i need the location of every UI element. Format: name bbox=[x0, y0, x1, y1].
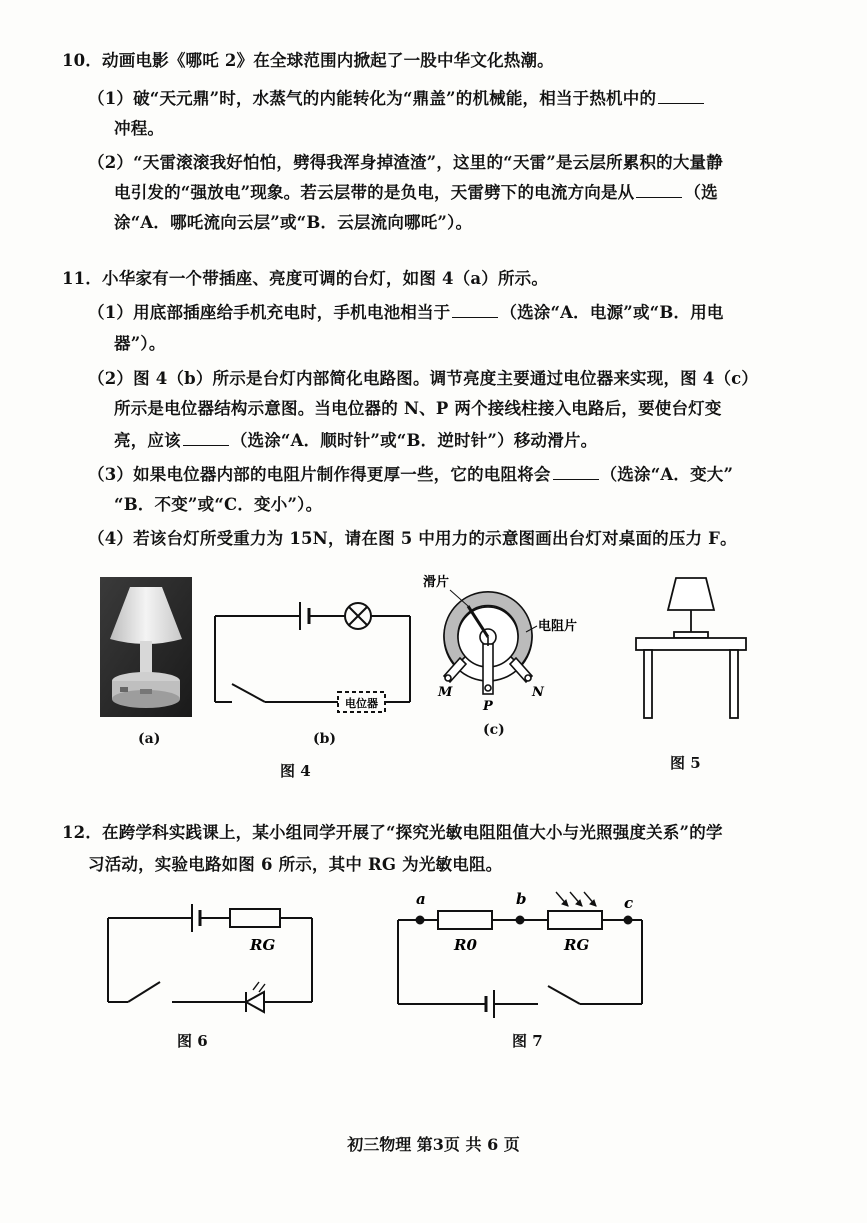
figure-4a-label: (a) bbox=[138, 731, 161, 747]
q10-part1-text: （1）破“天元鼎”时，水蒸气的内能转化为“鼎盖”的机械能，相当于热机中的 bbox=[88, 89, 657, 108]
figure-6-caption: 图 6 bbox=[177, 1032, 208, 1050]
q12-stem-line1: 12．在跨学科实践课上，某小组同学开展了“探究光敏电阻阻值大小与光照强度关系”的学 bbox=[62, 823, 723, 842]
q11-part4-line1: （4）若该台灯所受重力为 15N，请在图 5 中用力的示意图画出台灯对桌面的压力 F。 bbox=[88, 529, 737, 548]
fig7-R0-label: R0 bbox=[454, 936, 477, 954]
terminal-M-label: M bbox=[438, 685, 453, 700]
q11-part1-line2: 器”）。 bbox=[114, 334, 166, 353]
resistor-sheet-label: 电阻片 bbox=[538, 619, 578, 634]
q11-part3-text2: （选涂“A．变大” bbox=[600, 465, 734, 484]
q10-part2-line1: （2）“天雷滚滚我好怕怕，劈得我浑身掉渣渣”，这里的“天雷”是云层所累积的大量静 bbox=[88, 153, 723, 172]
q11-part2-line3 bbox=[114, 430, 597, 452]
q10-part1-line2: 冲程。 bbox=[114, 119, 165, 138]
q10-part2-line3: 涂“A．哪吒流向云层”或“B．云层流向哪吒”）。 bbox=[114, 213, 473, 232]
figure-4c-label: (c) bbox=[483, 722, 505, 738]
figure-4a-lamp-photo bbox=[100, 577, 192, 717]
q11-stem: 11．小华家有一个带插座、亮度可调的台灯，如图 4（a）所示。 bbox=[62, 269, 549, 288]
figure-7-circuit bbox=[390, 888, 652, 1018]
q11-part2-text2: （选涂“A．顺时针”或“B．逆时针”）移动滑片。 bbox=[230, 431, 598, 450]
fig7-RG-label: RG bbox=[564, 936, 590, 954]
q10-part1-blank bbox=[658, 89, 704, 104]
fig7-point-b: b bbox=[516, 890, 527, 908]
q11-part3-line2: “B．不变”或“C．变小”）。 bbox=[114, 495, 323, 514]
q11-part2-blank bbox=[183, 431, 229, 446]
q10-part1-line1 bbox=[88, 88, 706, 110]
q11-part1-text2: （选涂“A．电源”或“B．用电 bbox=[500, 303, 724, 322]
q11-part3-text: （3）如果电位器内部的电阻片制作得更厚一些，它的电阻将会 bbox=[88, 465, 551, 484]
q11-part2-text: 亮，应该 bbox=[114, 431, 181, 450]
terminal-P-label: P bbox=[483, 699, 493, 714]
fig7-point-c: c bbox=[624, 894, 634, 912]
figure-5-caption: 图 5 bbox=[670, 754, 701, 772]
q11-part3-blank bbox=[553, 465, 599, 480]
q11-part2-line2: 所示是电位器结构示意图。当电位器的 N、P 两个接线柱接入电路后，要使台灯变 bbox=[114, 399, 722, 418]
q11-part1-text: （1）用底部插座给手机充电时，手机电池相当于 bbox=[88, 303, 451, 322]
fig6-RG-label: RG bbox=[250, 936, 276, 954]
figure-4c-potentiometer bbox=[420, 572, 595, 722]
q10-part2-blank bbox=[636, 183, 682, 198]
q11-part2-line1: （2）图 4（b）所示是台灯内部简化电路图。调节亮度主要通过电位器来实现，图 4（c） bbox=[88, 369, 759, 388]
q10-part2-text: 电引发的“强放电”现象。若云层带的是负电，天雷劈下的电流方向是从 bbox=[114, 183, 635, 202]
slider-label: 滑片 bbox=[423, 575, 450, 590]
figure-7-caption: 图 7 bbox=[512, 1032, 543, 1050]
fig7-point-a: a bbox=[416, 890, 426, 908]
figure-4b-label: (b) bbox=[313, 731, 337, 747]
figure-4-caption: 图 4 bbox=[280, 762, 311, 780]
q10-part2-text2: （选 bbox=[684, 183, 718, 202]
page-footer: 初三物理 第3页 共 6 页 bbox=[347, 1135, 520, 1154]
q11-part3-line1 bbox=[88, 464, 733, 486]
q11-part1-blank bbox=[452, 303, 498, 318]
figure-6-circuit bbox=[100, 898, 320, 1016]
q10-stem: 10．动画电影《哪吒 2》在全球范围内掀起了一股中华文化热潮。 bbox=[62, 51, 554, 70]
terminal-N-label: N bbox=[532, 685, 544, 700]
q12-stem-line2: 习活动，实验电路如图 6 所示，其中 RG 为光敏电阻。 bbox=[88, 855, 503, 874]
figure-4b-circuit bbox=[210, 576, 415, 721]
figure-5-lamp-on-table bbox=[630, 572, 750, 722]
q10-part2-line2 bbox=[114, 182, 718, 204]
potentiometer-label: 电位器 bbox=[345, 697, 378, 710]
q11-part1-line1 bbox=[88, 302, 724, 324]
